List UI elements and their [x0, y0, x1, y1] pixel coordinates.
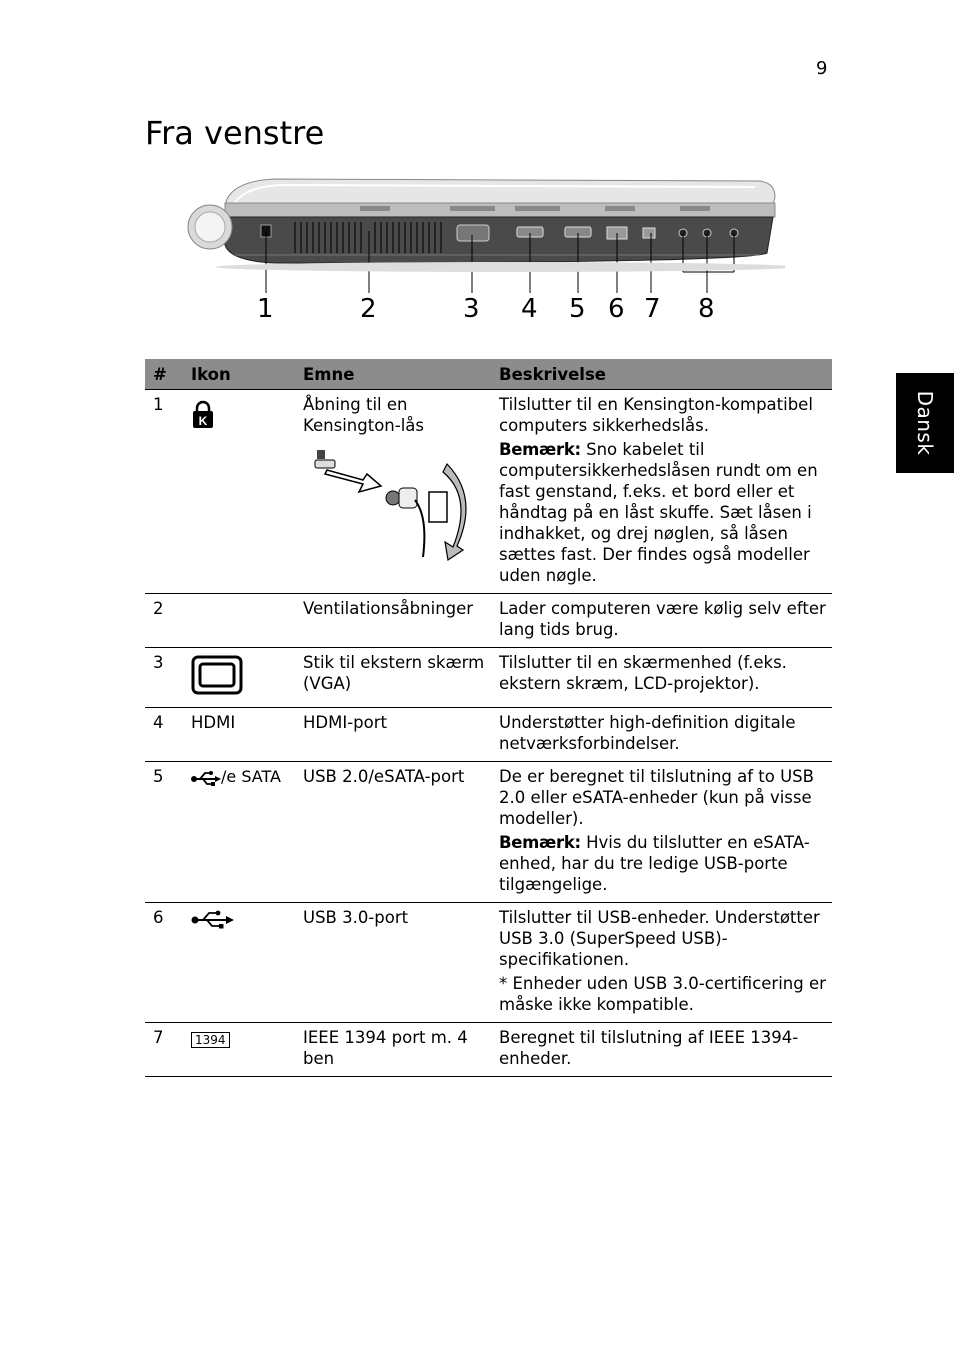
- hdmi-label: HDMI: [183, 708, 295, 762]
- row-number: 4: [145, 708, 183, 762]
- row-description: Tilslutter til en Kensington-kompatibel computers sikkerhedslås.: [499, 395, 813, 435]
- row-item: Åbning til en Kensington-lås: [303, 395, 424, 435]
- column-header: #: [145, 359, 183, 390]
- row-item: HDMI-port: [295, 708, 491, 762]
- kensington-cable-illustration: [303, 442, 473, 567]
- note-text: Sno kabelet til computersikkerhedslåsen rundt om en fast genstand, f.eks. et bord eller et håndtag på en låst skuffe. Sæt låsen i indhakket, og drej nøglen, så låsen sættes fast. Der findes også modeller uden nøgle.: [499, 440, 818, 585]
- kensington-lock-icon: [191, 399, 215, 429]
- table-row: [145, 708, 832, 762]
- table-row: [145, 648, 832, 708]
- page-title: Fra venstre: [145, 114, 325, 152]
- ports-table: [145, 359, 832, 1077]
- table-row: [145, 390, 832, 594]
- column-header: Beskrivelse: [491, 359, 832, 390]
- row-item: USB 3.0-port: [295, 903, 491, 1023]
- note-label: Bemærk:: [499, 833, 581, 852]
- row-description: De er beregnet til tilslutning af to USB 2.0 eller eSATA-enheder (kun på visse modeller).: [499, 767, 814, 828]
- esata-label: /e SATA: [221, 767, 281, 786]
- row-number: 1: [145, 390, 183, 594]
- callout-number: 8: [698, 294, 715, 324]
- table-row: [145, 903, 832, 1023]
- row-item: USB 2.0/eSATA-port: [295, 762, 491, 903]
- callout-number: 2: [360, 294, 377, 324]
- row-item: Stik til ekstern skærm (VGA): [295, 648, 491, 708]
- row-number: 6: [145, 903, 183, 1023]
- table-row: [145, 1023, 832, 1077]
- row-number: 2: [145, 594, 183, 648]
- callout-number: 7: [644, 294, 661, 324]
- column-header: Emne: [295, 359, 491, 390]
- page-number: 9: [816, 58, 828, 79]
- column-header: Ikon: [183, 359, 295, 390]
- row-description: Beregnet til tilslutning af IEEE 1394-enheder.: [491, 1023, 832, 1077]
- svg-text:K: K: [198, 414, 208, 428]
- table-row: [145, 762, 832, 903]
- vga-monitor-icon: [191, 655, 243, 695]
- row-number: 7: [145, 1023, 183, 1077]
- row-description: Understøtter high-definition digitale netværksforbindelser.: [491, 708, 832, 762]
- row-item: IEEE 1394 port m. 4 ben: [295, 1023, 491, 1077]
- callout-number: 5: [569, 294, 586, 324]
- callout-number: 1: [257, 294, 274, 324]
- row-description: Tilslutter til en skærmenhed (f.eks. ekstern skræm, LCD-projektor).: [491, 648, 832, 708]
- usb-icon: [191, 769, 221, 787]
- note-label: Bemærk:: [499, 440, 581, 459]
- row-number: 5: [145, 762, 183, 903]
- callout-number: 3: [463, 294, 480, 324]
- table-header-row: [145, 359, 832, 390]
- language-tab: [896, 373, 954, 473]
- callout-number: 4: [521, 294, 538, 324]
- ieee1394-icon: 1394: [191, 1032, 230, 1048]
- table-row: [145, 594, 832, 648]
- note-text: * Enheder uden USB 3.0-certificering er måske ikke kompatible.: [499, 974, 826, 1014]
- row-description: Tilslutter til USB-enheder. Understøtter USB 3.0 (SuperSpeed USB)-specifikationen.: [499, 908, 820, 969]
- note-text: Hvis du tilslutter en eSATA-enhed, har du tre ledige USB-porte tilgængelige.: [499, 833, 810, 894]
- row-description: Lader computeren være kølig selv efter lang tids brug.: [491, 594, 832, 648]
- laptop-left-side-illustration: [185, 175, 785, 335]
- row-number: 3: [145, 648, 183, 708]
- row-item: Ventilationsåbninger: [295, 594, 491, 648]
- usb-icon: [191, 909, 235, 929]
- language-tab-label: Dansk: [913, 390, 937, 456]
- callout-number: 6: [608, 294, 625, 324]
